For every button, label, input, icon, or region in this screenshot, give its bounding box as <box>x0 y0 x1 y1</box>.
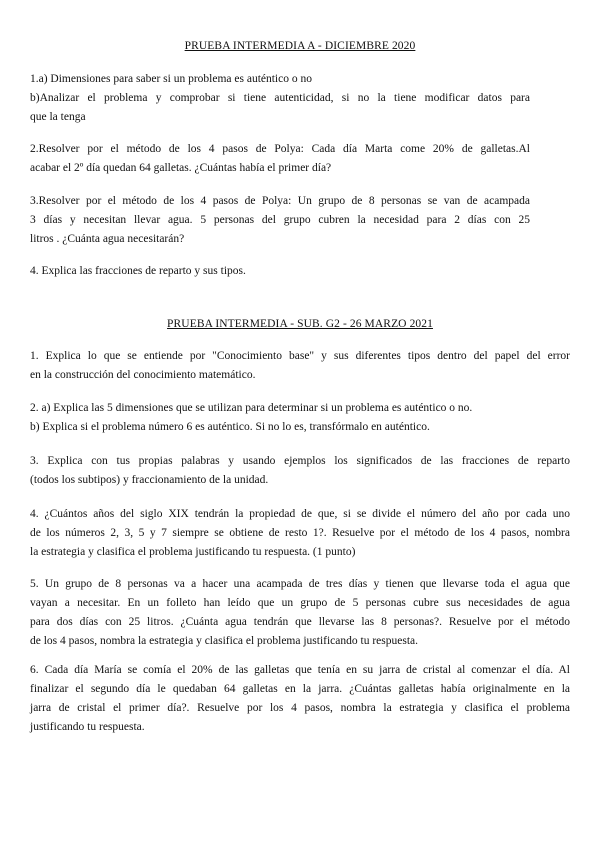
exam2-q6-line4: justificando tu respuesta. <box>30 721 145 733</box>
exam2-question-6 <box>30 661 570 737</box>
exam1-q3-line3: litros . ¿Cuánta agua necesitarán? <box>30 233 185 245</box>
exam2-question-4 <box>30 505 570 562</box>
exam2-q1-line2: en la construcción del conocimiento matemático. <box>30 369 256 381</box>
exam2-q5-line4: de los 4 pasos, nombra la estrategia y clasifica el problema justificando tu respuesta. <box>30 635 419 647</box>
exam1-q4-line1: 4. Explica las fracciones de reparto y sus tipos. <box>30 265 246 277</box>
exam2-q5-line2: vayan a necesitar. En un folleto han leído que un grupo de 5 personas cubre sus necesidades de agua <box>30 597 570 609</box>
exam1-q2-line1: 2.Resolver por el método de los 4 pasos de Polya: Cada día Marta come 20% de galletas.Al <box>30 143 530 155</box>
exam1-question-2 <box>30 140 530 178</box>
exam1-question-4 <box>30 262 530 281</box>
exam1-q1-line2: b)Analizar el problema y comprobar si tiene autenticidad, si no la tiene modificar datos para <box>30 92 530 104</box>
exam2-q6-line3: jarra de cristal el primer día?. Resuelve por los 4 pasos, nombra la estrategia y clasifica el problema <box>30 702 570 714</box>
exam1-q1-line3: que la tenga <box>30 111 86 123</box>
exam1-q3-line1: 3.Resolver por el método de los 4 pasos de Polya: Un grupo de 8 personas se van de acampada <box>30 195 530 207</box>
exam2-q4-line2: de los números 2, 3, 5 y 7 siempre se obtiene de resto 1?. Resuelve por el método de los 4 pasos, nombra <box>30 527 570 539</box>
exam2-q5-line3: para dos días con 25 litros. ¿Cuánta agua tendrán que llevarse las 8 personas?. Resuelve por el método <box>30 616 570 628</box>
exam2-q6-line2: finalizar el segundo día le quedaban 64 galletas en la jarra. ¿Cuántas galletas había originalmente en la <box>30 683 570 695</box>
exam2-q2-line1: 2. a) Explica las 5 dimensiones que se utilizan para determinar si un problema es auténtico o no. <box>30 402 473 414</box>
exam2-title: PRUEBA INTERMEDIA - SUB. G2 - 26 MARZO 2021 <box>167 318 433 330</box>
exam2-q5-line1: 5. Un grupo de 8 personas va a hacer una acampada de tres días y tienen que llevarse toda el agua que <box>30 578 570 590</box>
exam2-q3-line1: 3. Explica con tus propias palabras y usando ejemplos los significados de las fracciones de reparto <box>30 455 570 467</box>
exam1-title: PRUEBA INTERMEDIA A - DICIEMBRE 2020 <box>184 40 416 52</box>
exam2-question-5 <box>30 575 570 651</box>
exam2-question-1 <box>30 347 570 385</box>
exam2-question-3 <box>30 452 570 490</box>
exam2-q1-line1: 1. Explica lo que se entiende por "Conocimiento base" y sus diferentes tipos dentro del papel del error <box>30 350 570 362</box>
exam1-question-1 <box>30 70 530 127</box>
exam1-q1-line1: 1.a) Dimensiones para saber si un problema es auténtico o no <box>30 73 312 85</box>
exam1-q2-line2: acabar el 2º día quedan 64 galletas. ¿Cuántas había el primer día? <box>30 162 332 174</box>
exam1-question-3 <box>30 192 530 249</box>
exam2-q4-line3: la estrategia y clasifica el problema justificando tu respuesta. (1 punto) <box>30 546 356 558</box>
exam1-q3-line2: 3 días y necesitan llevar agua. 5 personas del grupo cubren la necesidad para 2 días con 25 <box>30 214 530 226</box>
exam2-question-2 <box>30 399 570 437</box>
exam2-q3-line2: (todos los subtipos) y fraccionamiento de la unidad. <box>30 474 269 486</box>
exam2-q2-line2: b) Explica si el problema número 6 es auténtico. Si no lo es, transfórmalo en auténtico. <box>30 421 430 433</box>
exam2-q6-line1: 6. Cada día María se comía el 20% de las galletas que tenía en su jarra de cristal al comenzar el día. Al <box>30 664 570 676</box>
exam2-q4-line1: 4. ¿Cuántos años del siglo XIX tendrán la propiedad de que, si se divide el número del año por cada uno <box>30 508 570 520</box>
